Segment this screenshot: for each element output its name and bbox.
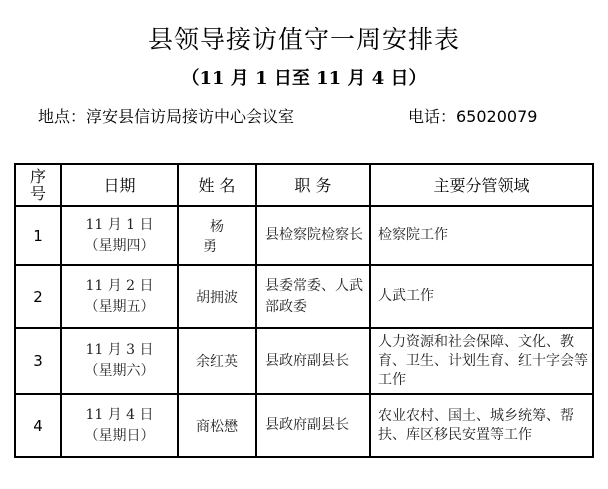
row-area: 检察院工作 (370, 206, 593, 265)
header-date: 日期 (61, 164, 178, 206)
row-position: 县委常委、人武部政委 (256, 265, 370, 328)
table-row (15, 394, 593, 457)
row-name: 余红英 (178, 328, 256, 394)
row-position: 县政府副县长 (256, 394, 370, 457)
row-name (178, 206, 256, 265)
row-date-weekday: （星期日） (84, 427, 155, 444)
schedule-table (14, 163, 594, 458)
header-name: 姓 名 (178, 164, 256, 206)
row-position: 县检察院检察长 (256, 206, 370, 265)
row-date-day: 11 月 1 日 (85, 216, 154, 233)
table-header-row (15, 164, 593, 206)
phone-text: 电话：65020079 (408, 107, 538, 126)
row-date-day: 11 月 3 日 (85, 342, 154, 358)
row-name: 商松懋 (178, 394, 256, 457)
table-row (15, 328, 593, 394)
row-date (61, 206, 178, 265)
row-name-text: 杨 勇 (203, 218, 238, 255)
row-number: 1 (15, 206, 61, 265)
row-date-day: 11 月 4 日 (85, 406, 154, 423)
row-area: 人力资源和社会保障、文化、教育、卫生、计划生育、红十字会等工作 (370, 328, 593, 394)
row-area: 人武工作 (370, 265, 593, 328)
row-date-day: 11 月 2 日 (85, 277, 154, 294)
row-date-weekday: （星期四） (84, 237, 155, 254)
header-position: 职 务 (256, 164, 370, 206)
row-number: 2 (15, 265, 61, 328)
header-number-line-2: 号 (29, 184, 46, 203)
location-text: 地点：淳安县信访局接访中心会议室 (38, 107, 295, 126)
row-date (61, 328, 178, 394)
row-date (61, 265, 178, 328)
row-name: 胡拥波 (178, 265, 256, 328)
date-range: （11 月 1 日至 11 月 4 日） (181, 68, 427, 89)
table-row (15, 206, 593, 265)
row-date-weekday: （星期六） (84, 363, 155, 379)
row-date (61, 394, 178, 457)
row-area: 农业农村、国土、城乡统筹、帮扶、库区移民安置等工作 (370, 394, 593, 457)
page-title: 县领导接访值守一周安排表 (147, 25, 460, 54)
header-area: 主要分管领域 (370, 164, 593, 206)
header-number (15, 164, 61, 206)
header-number-line-1: 序 (29, 167, 46, 186)
row-number: 4 (15, 394, 61, 457)
row-position: 县政府副县长 (256, 328, 370, 394)
table-row (15, 265, 593, 328)
row-date-weekday: （星期五） (84, 298, 155, 315)
row-number: 3 (15, 328, 61, 394)
